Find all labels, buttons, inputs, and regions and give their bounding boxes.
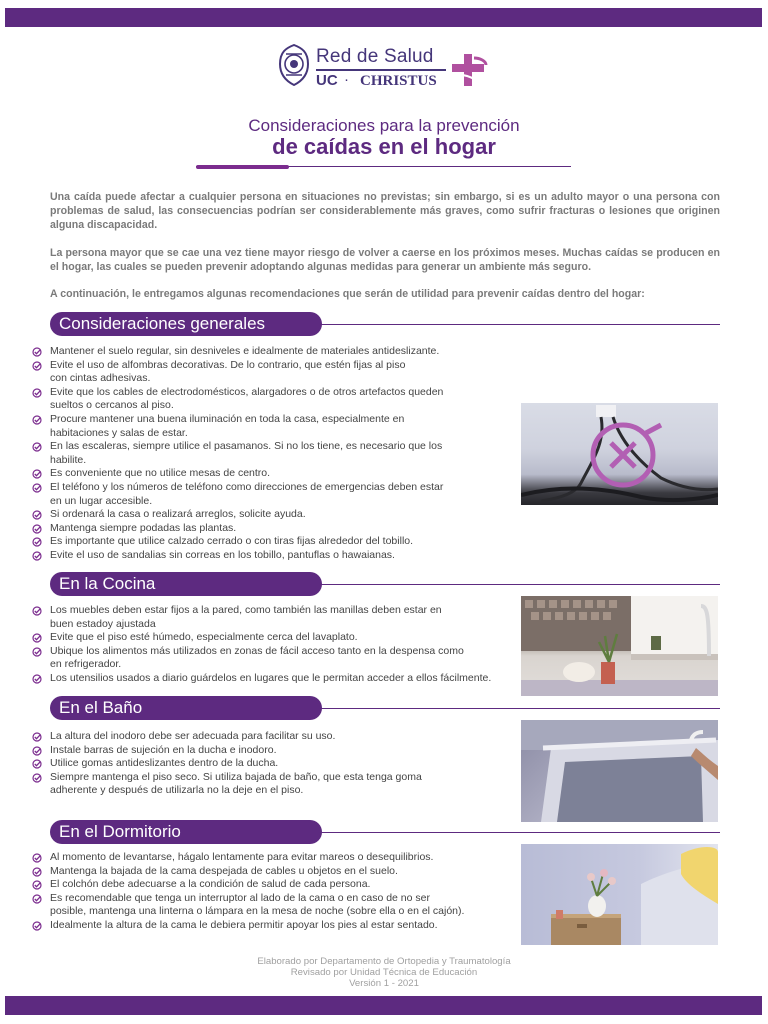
list-item-text: Evite el uso de alfombras decorativas. De lo contrario, que estén fijas al piso <box>50 358 406 371</box>
list-item-text: con cintas adhesivas. <box>50 372 151 385</box>
list-item <box>32 919 464 933</box>
list-item-text: en un lugar accesible. <box>50 494 153 507</box>
list-item <box>32 892 464 906</box>
check-icon <box>32 921 42 931</box>
list-item <box>32 399 443 413</box>
photo-bathroom <box>521 720 718 822</box>
list-item-text: Utilice gomas antideslizantes dentro de la ducha. <box>50 757 279 770</box>
logo-dot: · <box>344 71 349 88</box>
bottom-bar <box>5 996 762 1015</box>
list-item-text: La altura del inodoro debe ser adecuada para facilitar su uso. <box>50 730 336 742</box>
intro-paragraph-3: A continuación, le entregamos algunas recomendaciones que serán de utilidad para prevenir caídas dentro del hogar: <box>50 288 645 300</box>
list-item <box>32 413 443 427</box>
list-item <box>32 618 491 632</box>
list-item-text: buen estadoy ajustada <box>50 617 156 630</box>
check-icon <box>32 510 42 520</box>
section-divider-bano <box>320 708 720 709</box>
logo-christus: CHRISTUS <box>360 73 437 89</box>
list-item <box>32 535 443 549</box>
list-item <box>32 359 443 373</box>
photo-kitchen <box>521 596 718 696</box>
christus-cross-icon <box>450 52 488 88</box>
logo-red-de-salud: Red de Salud <box>316 46 434 67</box>
intro-paragraph-2: La persona mayor que se cae una vez tiene mayor riesgo de volver a caerse en los próximos meses. Muchas caídas se producen en el hogar, las cuales se pueden prevenir adoptando algunas medidas para generar un ambiente más seguro. <box>50 247 720 273</box>
list-item <box>32 604 491 618</box>
list-item-text: Si ordenará la casa o realizará arreglos, solicite ayuda. <box>50 508 306 521</box>
section-divider-dormitorio <box>320 832 720 833</box>
list-item-text: Evite que los cables de electrodomésticos, alargadores o de otros artefactos queden <box>50 385 444 398</box>
check-icon <box>32 633 42 643</box>
university-seal-icon <box>278 44 310 86</box>
page-title-line1: Consideraciones para la prevención <box>248 116 520 135</box>
check-icon <box>32 524 42 534</box>
check-icon <box>32 388 42 398</box>
check-icon <box>32 759 42 769</box>
page-title-line2: de caídas en el hogar <box>272 134 496 159</box>
list-item-text: Instale barras de sujeción en la ducha e inodoro. <box>50 743 277 756</box>
list-item <box>32 757 422 771</box>
list-item <box>32 730 422 744</box>
list-dormitorio <box>32 851 464 933</box>
check-icon <box>32 647 42 657</box>
section-divider-general <box>320 324 720 325</box>
list-item-text: en refrigerador. <box>50 658 122 671</box>
list-item-text: Idealmente la altura de la cama le debiera permitir apoyar los pies al estar sentado. <box>50 918 438 931</box>
list-cocina <box>32 604 491 686</box>
list-item-text: Al momento de levantarse, hágalo lentamente para evitar mareos o desequilibrios. <box>50 851 434 863</box>
check-icon <box>32 853 42 863</box>
list-item-text: El teléfono y los números de teléfono como direcciones de emergencias deben estar <box>50 480 444 493</box>
list-item-text: sueltos o cercanos al piso. <box>50 399 174 412</box>
list-item-text: habitaciones y salas de estar. <box>50 426 188 439</box>
section-header-general: Consideraciones generales <box>50 312 322 336</box>
list-item <box>32 495 443 509</box>
list-general <box>32 345 443 563</box>
list-item-text: Mantenga la bajada de la cama despejada de cables u objetos en el suelo. <box>50 864 398 877</box>
list-item <box>32 386 443 400</box>
list-item <box>32 905 464 919</box>
list-item-text: El colchón debe adecuarse a la condición de salud de cada persona. <box>50 878 371 891</box>
section-header-bano: En el Baño <box>50 696 322 720</box>
section-header-cocina: En la Cocina <box>50 572 322 596</box>
list-item-text: Evite que el piso esté húmedo, especialmente cerca del lavaplato. <box>50 631 358 644</box>
list-item <box>32 549 443 563</box>
check-icon <box>32 606 42 616</box>
check-icon <box>32 880 42 890</box>
list-item <box>32 440 443 454</box>
check-icon <box>32 773 42 783</box>
check-icon <box>32 674 42 684</box>
list-item <box>32 467 443 481</box>
kitchen-scene-icon <box>521 596 718 696</box>
bathtub-scene-icon <box>521 720 718 822</box>
list-item-text: Es conveniente que no utilice mesas de centro. <box>50 467 271 480</box>
footer-line-1: Elaborado por Departamento de Ortopedia y Traumatología <box>257 956 511 967</box>
photo-cables <box>521 403 718 505</box>
no-cables-icon <box>521 403 718 505</box>
list-item-text: Es recomendable que tenga un interruptor al lado de la cama o en caso de no ser <box>50 891 430 904</box>
list-item <box>32 784 422 798</box>
check-icon <box>32 867 42 877</box>
check-icon <box>32 347 42 357</box>
photo-bedroom <box>521 844 718 945</box>
logo-uc: UC <box>316 72 338 89</box>
title-rule-accent <box>196 165 289 169</box>
list-item-text: Evite el uso de sandalias sin correas en los tobillo, pantuflas o hawaianas. <box>50 548 395 561</box>
check-icon <box>32 483 42 493</box>
check-icon <box>32 442 42 452</box>
list-item <box>32 744 422 758</box>
list-item <box>32 372 443 386</box>
list-item <box>32 878 464 892</box>
list-item-text: Procure mantener una buena iluminación en toda la casa, especialmente en <box>50 412 405 425</box>
list-item <box>32 851 464 865</box>
intro-paragraph-1: Una caída puede afectar a cualquier persona en situaciones no previstas; sin embargo, si es un adulto mayor o una persona con problemas de salud, las consecuencias podrían ser considerablemente más graves, como sufrir fracturas o lesiones que originen alguna discapacidad. <box>50 191 720 231</box>
check-icon <box>32 894 42 904</box>
list-item-text: Los utensilios usados a diario guárdelos en lugares que le permitan acceder a ellos fácilmente. <box>50 671 492 684</box>
list-item-text: adherente y después de utilizarla no la deje en el piso. <box>50 784 304 797</box>
list-item-text: En las escaleras, siempre utilice el pasamanos. Si no los tiene, es necesario que los <box>50 440 443 453</box>
list-item-text: Es importante que utilice calzado cerrado o con tiras fijas alrededor del tobillo. <box>50 535 414 548</box>
check-icon <box>32 746 42 756</box>
logo <box>278 42 493 92</box>
footer-line-3: Versión 1 - 2021 <box>349 978 419 989</box>
list-item <box>32 672 491 686</box>
list-item-text: Mantener el suelo regular, sin desniveles e idealmente de materiales antideslizante. <box>50 345 440 357</box>
section-header-dormitorio: En el Dormitorio <box>50 820 322 844</box>
list-item-text: habilite. <box>50 453 87 466</box>
list-item <box>32 454 443 468</box>
top-bar <box>5 8 762 27</box>
check-icon <box>32 537 42 547</box>
list-item <box>32 771 422 785</box>
bedroom-scene-icon <box>521 844 718 945</box>
list-item-text: posible, mantenga una linterna o lámpara en la mesa de noche (sobre ella o en el cajón). <box>50 905 465 918</box>
list-item <box>32 508 443 522</box>
list-item <box>32 865 464 879</box>
list-item <box>32 481 443 495</box>
footer-line-2: Revisado por Unidad Técnica de Educación <box>290 967 478 978</box>
list-item <box>32 645 491 659</box>
list-item-text: Mantenga siempre podadas las plantas. <box>50 521 237 534</box>
list-item <box>32 522 443 536</box>
list-item-text: Siempre mantenga el piso seco. Si utiliza bajada de baño, que esta tenga goma <box>50 770 422 783</box>
list-item <box>32 345 443 359</box>
logo-divider <box>316 69 446 71</box>
list-item-text: Ubique los alimentos más utilizados en zonas de fácil acceso tanto en la despensa como <box>50 644 464 657</box>
check-icon <box>32 732 42 742</box>
list-bano <box>32 730 422 798</box>
check-icon <box>32 361 42 371</box>
list-item <box>32 658 491 672</box>
section-divider-cocina <box>320 584 720 585</box>
list-item <box>32 427 443 441</box>
check-icon <box>32 469 42 479</box>
list-item-text: Los muebles deben estar fijos a la pared, como también las manillas deben estar en <box>50 604 442 616</box>
check-icon <box>32 551 42 561</box>
list-item <box>32 631 491 645</box>
check-icon <box>32 415 42 425</box>
